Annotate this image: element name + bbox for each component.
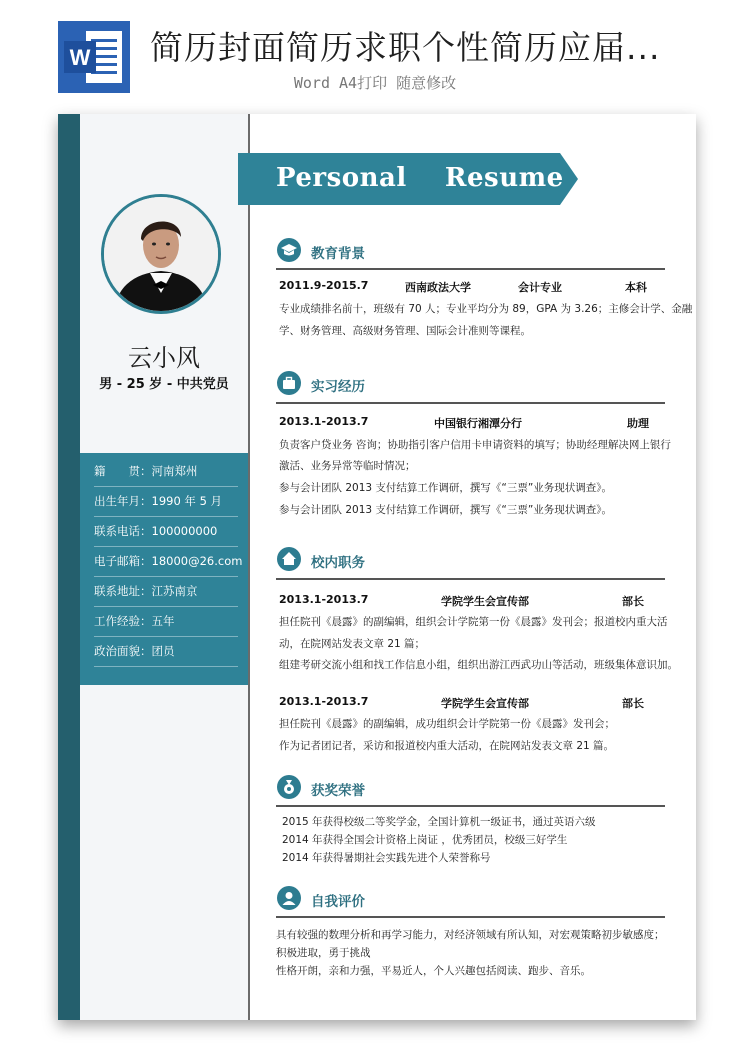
internship-line: 参与会计团队 2013 支付结算工作调研，撰写《“三票”业务现状调查》。 — [279, 504, 613, 516]
campus-line: 动，在院网站发表文章 21 篇； — [279, 638, 426, 650]
info-email: 电子邮箱：18000@26.com — [94, 547, 238, 577]
document-title: 简历封面简历求职个性简历应届... — [150, 28, 661, 67]
award-line: 2014 年获得暑期社会实践先进个人荣誉称号 — [282, 852, 491, 864]
svg-text:W: W — [69, 45, 91, 70]
section-title-education: 教育背景 — [311, 246, 365, 262]
campus-role: 部长 — [622, 595, 644, 608]
section-title-internship: 实习经历 — [311, 379, 365, 395]
campus-line: 担任院刊《晨露》的副编辑，组织会计学院第一份《晨露》发刊会；报道校内重大活 — [279, 616, 668, 628]
section-divider — [276, 402, 665, 404]
medal-icon — [277, 775, 301, 799]
campus-role: 部长 — [622, 697, 644, 710]
info-politics: 政治面貌：团员 — [94, 637, 238, 667]
info-address: 联系地址：江苏南京 — [94, 577, 238, 607]
campus-org: 学院学生会宣传部 — [441, 697, 529, 710]
briefcase-icon — [277, 371, 301, 395]
section-divider — [276, 268, 665, 270]
self-line: 性格开朗，亲和力强，平易近人，个人兴趣包括阅读、跑步、音乐。 — [276, 965, 591, 977]
personal-info — [80, 453, 248, 685]
person-icon — [277, 886, 301, 910]
campus-org: 学院学生会宣传部 — [441, 595, 529, 608]
sidebar-divider — [248, 114, 250, 1020]
profile-meta: 男 - 25 岁 - 中共党员 — [99, 377, 229, 392]
award-line: 2014 年获得全国会计资格上岗证 ，优秀团员，校级三好学生 — [282, 834, 568, 846]
section-title-self: 自我评价 — [311, 894, 365, 910]
section-title-campus: 校内职务 — [311, 555, 365, 571]
graduation-cap-icon — [277, 238, 301, 262]
sidebar-accent-strip — [58, 114, 80, 1020]
banner-title: Personal Resume — [276, 163, 564, 193]
profile-name: 云小风 — [128, 344, 200, 372]
avatar — [101, 194, 221, 314]
campus-date: 2013.1-2013.7 — [279, 593, 369, 606]
info-phone: 联系电话：100000000 — [94, 517, 238, 547]
campus-line: 组建考研交流小组和找工作信息小组，组织出游江西武功山等活动，班级集体意识加。 — [279, 659, 678, 671]
award-line: 2015 年获得校级二等奖学金，全国计算机一级证书，通过英语六级 — [282, 816, 596, 828]
campus-line: 担任院刊《晨露》的副编辑，成功组织会计学院第一份《晨露》发刊会； — [279, 718, 615, 730]
document-subtitle: Word A4打印 随意修改 — [293, 74, 457, 92]
education-date: 2011.9-2015.7 — [279, 279, 369, 292]
internship-date: 2013.1-2013.7 — [279, 415, 369, 428]
section-title-awards: 获奖荣誉 — [311, 783, 365, 799]
self-line: 具有较强的数理分析和再学习能力，对经济领域有所认知，对宏观策略初步敏感度； — [276, 929, 665, 941]
campus-line: 作为记者团记者，采访和报道校内重大活动，在院网站发表文章 21 篇。 — [279, 740, 615, 752]
section-divider — [276, 805, 665, 807]
internship-org: 中国银行湘潭分行 — [434, 417, 522, 430]
campus-date: 2013.1-2013.7 — [279, 695, 369, 708]
education-major: 会计专业 — [518, 281, 562, 294]
self-line: 积极进取，勇于挑战 — [276, 947, 371, 959]
section-divider — [276, 578, 665, 580]
education-line: 专业成绩排名前十，班级有 70 人；专业平均分为 89，GPA 为 3.26；主修会计学、金融 — [279, 303, 693, 315]
section-divider — [276, 916, 665, 918]
education-line: 学、财务管理、高级财务管理、国际会计准则等课程。 — [279, 325, 531, 337]
education-school: 西南政法大学 — [405, 281, 471, 294]
info-hometown: 籍 贯：河南郑州 — [94, 457, 238, 487]
info-birth: 出生年月：1990 年 5 月 — [94, 487, 238, 517]
info-experience: 工作经验：五年 — [94, 607, 238, 637]
internship-line: 激活、业务异常等临时情况； — [279, 460, 416, 472]
house-icon — [277, 547, 301, 571]
internship-role: 助理 — [627, 417, 649, 430]
education-degree: 本科 — [625, 281, 647, 294]
internship-line: 负责客户贷业务 咨询；协助指引客户信用卡申请资料的填写；协助经理解决网上银行 — [279, 439, 671, 451]
internship-line: 参与会计团队 2013 支付结算工作调研，撰写《“三票”业务现状调查》。 — [279, 482, 613, 494]
